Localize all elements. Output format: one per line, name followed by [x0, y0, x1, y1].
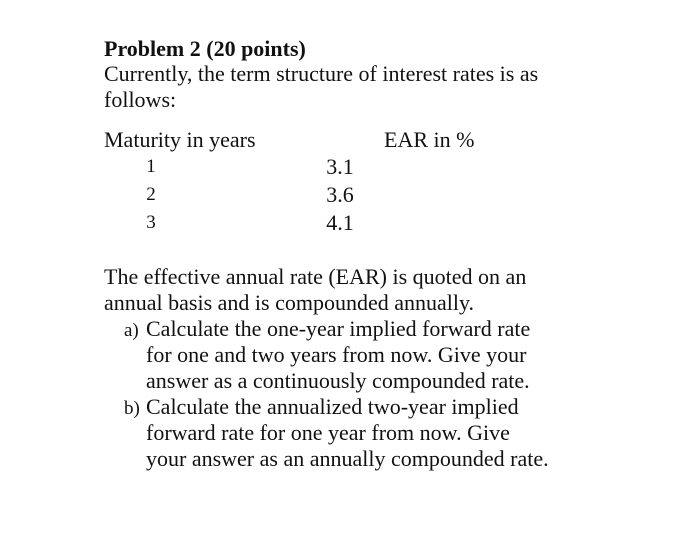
cell-maturity: 3	[146, 212, 156, 233]
body-line-2: annual basis and is compounded annually.	[104, 290, 475, 315]
question-a-line-1: Calculate the one-year implied forward rate	[146, 316, 531, 341]
cell-ear: 4.1	[326, 210, 354, 235]
question-a-line-3: answer as a continuously compounded rate.	[146, 368, 530, 393]
question-b-line-2: forward rate for one year from now. Give	[146, 420, 510, 445]
intro-line-2: follows:	[104, 87, 177, 112]
header-maturity: Maturity in years	[104, 127, 256, 152]
question-a-label: a)	[124, 320, 139, 341]
cell-ear: 3.6	[326, 182, 354, 207]
intro-line-1: Currently, the term structure of interest rates is as	[104, 61, 539, 86]
cell-ear: 3.1	[326, 154, 354, 179]
problem-title: Problem 2 (20 points)	[104, 36, 306, 61]
header-ear: EAR in %	[384, 127, 475, 152]
cell-maturity: 1	[146, 156, 156, 177]
question-a-line-2: for one and two years from now. Give your	[146, 342, 527, 367]
body-line-1: The effective annual rate (EAR) is quoted on an	[104, 264, 527, 289]
cell-maturity: 2	[146, 184, 156, 205]
question-b-line-3: your answer as an annually compounded rate.	[146, 446, 549, 471]
question-b-label: b)	[124, 398, 140, 419]
question-b-line-1: Calculate the annualized two-year implied	[146, 394, 519, 419]
